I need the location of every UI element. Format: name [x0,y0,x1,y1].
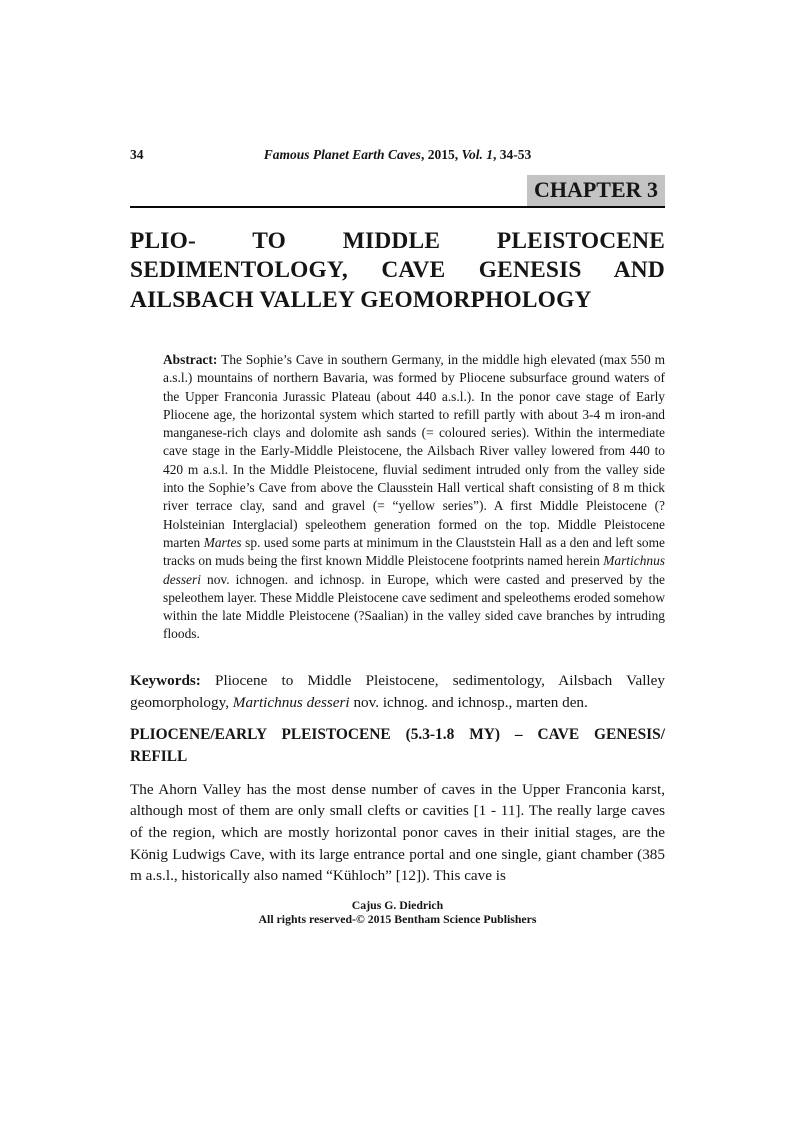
keywords: Keywords: Pliocene to Middle Pleistocene, sedimentology, Ailsbach Valley geomorphology, Martichnus desseri nov. ichnog. and ichnosp., marten den. [130,671,665,712]
section-heading-line-1: PLIOCENE/EARLY PLEISTOCENE (5.3-1.8 MY) – CAVE GENESIS/ [130,725,665,743]
section-heading [130,724,665,769]
section-heading-line-2: REFILL [130,748,188,766]
footer-author: Cajus G. Diedrich [351,897,444,912]
page-number: 34 [130,147,144,162]
body-paragraph: The Ahorn Valley has the most dense number of caves in the Upper Franconia karst, although most of them are only small clefts or cavities [1 - 11]. The really large caves of the region, which are mostly horizontal ponor caves in their initial stages, are the König Ludwigs Cave, with its large entrance portal and one single, giant chamber (385 m a.s.l., historically also named “Kühloch” [12]). This cave is [130,780,665,885]
chapter-badge: CHAPTER 3 [527,175,665,206]
page-footer [130,898,665,927]
header-rule [130,206,665,208]
page-content [130,147,665,927]
running-head: Famous Planet Earth Caves, 2015, Vol. 1, 34-53 [263,147,532,162]
chapter-badge-row [130,175,665,206]
chapter-title: PLIO- TO MIDDLE PLEISTOCENE SEDIMENTOLOGY, CAVE GENESIS AND AILSBACH VALLEY GEOMORPHOLOGY [130,227,665,313]
abstract: Abstract: The Sophie’s Cave in southern Germany, in the middle high elevated (max 550 m a.s.l.) mountains of northern Bavaria, was formed by Pliocene subsurface ground waters of the Upper Franconia Jurassic Plateau (about 440 a.s.l.). In the ponor cave stage of Early Pliocene age, the horizontal system which started to refill partly with about 3-4 m iron-and manganese-rich clays and dolomite ash sands (= coloured series). Within the intermediate cave stage in the Early-Middle Pleistocene, the Ailsbach River valley lowered from 440 to 420 m a.s.l. In the Middle Pleistocene, fluvial sediment intruded only from the valley side into the Sophie’s Cave from above the Clausstein Hall vertical shaft consisting of 8 m thick river terrace clay, sand and gravel (= “yellow series”). A first Middle Pleistocene (?Holsteinian Interglacial) speleothem generation formed on the top. Middle Pleistocene marten Martes sp. used some parts at minimum in the Clauststein Hall as a den and left some tracks on muds being the first known Middle Pleistocene footprints named herein Martichnus desseri nov. ichnogen. and ichnosp. in Europe, which were casted and preserved by the speleothem layer. These Middle Pleistocene cave sediment and speleothems eroded somehow within the late Middle Pleistocene (?Saalian) in the valley sided cave branches by intruding floods. [163,352,666,642]
footer-copyright: All rights reserved-© 2015 Bentham Science Publishers [258,912,537,927]
journal-header [130,147,665,165]
